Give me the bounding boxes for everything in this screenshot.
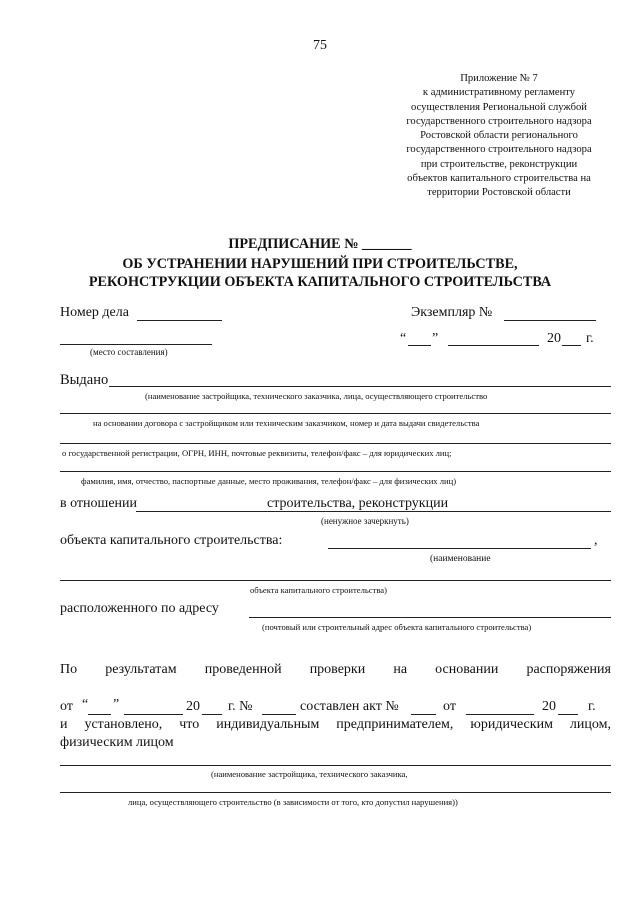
word: результатам bbox=[105, 662, 177, 677]
copy-number-field[interactable] bbox=[504, 320, 596, 321]
act-from-label: от bbox=[60, 699, 73, 714]
word: юридическим bbox=[470, 717, 553, 732]
act-from-label-2: от bbox=[443, 699, 456, 714]
issued-to-label: Выдано bbox=[60, 372, 109, 388]
case-number-label: Номер дела bbox=[60, 305, 129, 320]
object-field-2[interactable] bbox=[60, 580, 611, 581]
act-close-quote: ” bbox=[113, 697, 120, 712]
place-caption: (место составления) bbox=[90, 347, 168, 357]
act-order-number-field[interactable] bbox=[262, 714, 296, 715]
object-comma: , bbox=[594, 533, 598, 548]
check-line bbox=[60, 662, 611, 678]
issued-to-field-3[interactable] bbox=[60, 443, 611, 444]
act-number-field[interactable] bbox=[411, 714, 436, 715]
date-close-quote: ” bbox=[432, 331, 439, 346]
construction-text: строительства, реконструкции bbox=[267, 496, 449, 511]
caption-final-1: (наименование застройщика, технического заказчика, bbox=[211, 769, 408, 779]
address-field[interactable] bbox=[249, 617, 611, 618]
act-order-month-field[interactable] bbox=[124, 714, 183, 715]
caption-final-2: лица, осуществляющего строительство (в зависимости от того, кто допустил нарушения)) bbox=[128, 797, 458, 807]
annex-line: осуществления Региональной службой bbox=[411, 101, 587, 113]
issued-to-field-4[interactable] bbox=[60, 471, 611, 472]
address-label: расположенного по адресу bbox=[60, 601, 219, 616]
caption-registration: о государственной регистрации, ОГРН, ИНН, почтовые реквизиты, телефон/факс – для юридических лиц; bbox=[62, 448, 452, 458]
caption-developer: (наименование застройщика, технического заказчика, лица, осуществляющего строительство bbox=[145, 391, 488, 401]
annex-block bbox=[368, 72, 630, 201]
violator-field[interactable] bbox=[60, 765, 611, 766]
place-field[interactable] bbox=[60, 344, 212, 345]
annex-line: к административному регламенту bbox=[422, 87, 576, 99]
address-caption: (почтовый или строительный адрес объекта капитального строительства) bbox=[262, 622, 532, 632]
document-title-line3: РЕКОНСТРУКЦИИ ОБЪЕКТА КАПИТАЛЬНОГО СТРОИТЕЛЬСТВА bbox=[88, 274, 552, 290]
word: и bbox=[60, 717, 68, 732]
act-year2-prefix: 20 bbox=[542, 699, 556, 714]
word: установлено, bbox=[84, 717, 163, 732]
word: распоряжения bbox=[526, 662, 611, 677]
annex-line: при строительстве, реконструкции bbox=[420, 158, 578, 170]
caption-contract: на основании договора с застройщиком или техническим заказчиком, номер и дата выдачи свидетельства bbox=[93, 418, 480, 428]
copy-number-label: Экземпляр № bbox=[411, 305, 493, 320]
name-caption: (наименование bbox=[430, 554, 491, 564]
issued-to-field-2[interactable] bbox=[60, 413, 611, 414]
act-year-prefix: 20 bbox=[186, 699, 200, 714]
date-day-field[interactable] bbox=[408, 345, 431, 346]
act-order-day-field[interactable] bbox=[88, 714, 111, 715]
annex-line: территории Ростовской области bbox=[427, 187, 571, 199]
issued-to-field[interactable] bbox=[109, 386, 611, 387]
annex-line: государственного строительного надзора bbox=[406, 144, 592, 156]
in-relation-field[interactable] bbox=[136, 511, 611, 512]
act-year2-field[interactable] bbox=[558, 714, 578, 715]
in-relation-label: в отношении bbox=[60, 496, 138, 511]
strike-caption: (ненужное зачеркнуть) bbox=[321, 516, 409, 526]
established-line bbox=[60, 717, 611, 733]
case-number-field[interactable] bbox=[137, 320, 222, 321]
act-date-field[interactable] bbox=[466, 714, 534, 715]
date-year-prefix: 20 bbox=[547, 331, 561, 346]
annex-line: Приложение № 7 bbox=[460, 73, 538, 84]
object-field[interactable] bbox=[328, 548, 591, 549]
annex-line: объектов капитального строительства на bbox=[407, 173, 591, 185]
word: проверки bbox=[309, 662, 366, 677]
annex-line: государственного строительного надзора bbox=[406, 115, 592, 127]
document-title-line2: ОБ УСТРАНЕНИИ НАРУШЕНИЙ ПРИ СТРОИТЕЛЬСТВЕ, bbox=[122, 256, 518, 272]
word: на bbox=[393, 662, 408, 677]
violator-field-2[interactable] bbox=[60, 792, 611, 793]
date-month-field[interactable] bbox=[448, 345, 539, 346]
word: предпринимателем, bbox=[336, 717, 454, 732]
caption-person: фамилия, имя, отчество, паспортные данные, место проживания, телефон/факс – для физических лиц) bbox=[81, 476, 457, 486]
date-open-quote: “ bbox=[400, 331, 407, 346]
act-year2-suffix: г. bbox=[588, 699, 596, 714]
word: основании bbox=[435, 662, 499, 677]
annex-line: Ростовской области регионального bbox=[420, 130, 578, 142]
word: проведенной bbox=[204, 662, 282, 677]
word: По bbox=[60, 662, 78, 677]
word: лицом, bbox=[569, 717, 611, 732]
object-caption: объекта капитального строительства) bbox=[250, 585, 387, 595]
word: индивидуальным bbox=[216, 717, 320, 732]
page-number: 75 bbox=[313, 38, 327, 53]
physical-person-text: физическим лицом bbox=[60, 735, 174, 750]
document-title-number: ПРЕДПИСАНИЕ № _______ bbox=[228, 236, 412, 252]
act-open-quote: “ bbox=[82, 697, 89, 712]
date-year-suffix: г. bbox=[586, 331, 594, 346]
act-composed-label: составлен акт № bbox=[300, 699, 399, 714]
act-order-year-field[interactable] bbox=[202, 714, 222, 715]
word: что bbox=[179, 717, 200, 732]
object-label: объекта капитального строительства: bbox=[60, 533, 283, 548]
date-year-field[interactable] bbox=[562, 345, 581, 346]
act-order-number-label: г. № bbox=[228, 699, 253, 714]
